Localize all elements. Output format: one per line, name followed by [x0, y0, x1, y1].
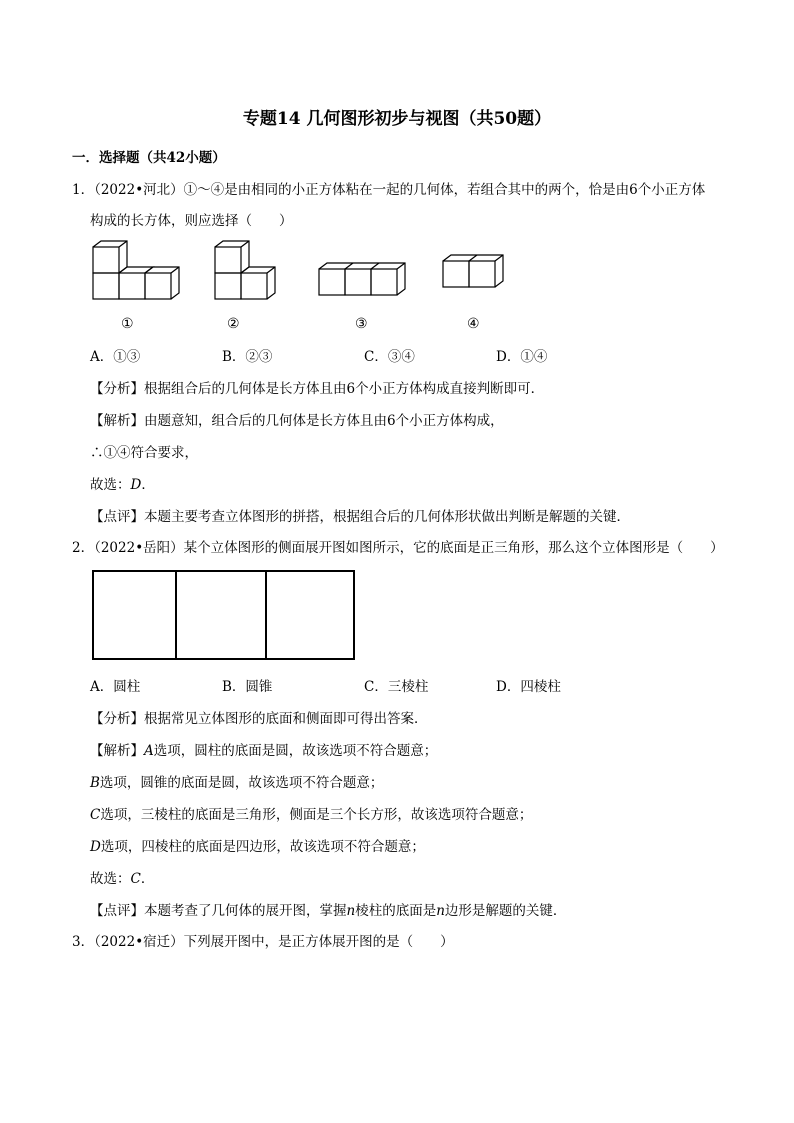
q3-stem: 3．（2022•宿迁）下列展开图中，是正方体展开图的是（ ） [72, 934, 454, 950]
q1-option-b: B．②③ [222, 349, 273, 365]
q2-analysis: 【分析】根据常见立体图形的底面和侧面即可得出答案． [90, 711, 428, 727]
q1-solution-line2: ∴①④符合要求， [90, 445, 198, 461]
q2-option-b: B．圆锥 [222, 679, 273, 695]
q2-option-d: D．四棱柱 [496, 679, 561, 695]
q1-option-d: D．①④ [496, 349, 548, 365]
q1-stem-line1: 1．（2022•河北）①～④是由相同的小正方体粘在一起的几何体，若组合其中的两个，恰是由6个小正方体 [72, 182, 706, 198]
cube-figure-3 [319, 263, 405, 295]
figure-label-2: ② [227, 316, 240, 332]
q2-solution-b: B选项，圆锥的底面是圆，故该选项不符合题意； [90, 775, 384, 791]
q2-stem: 2．（2022•岳阳）某个立体图形的侧面展开图如图所示，它的底面是正三角形，那么这个立体图形是（ ） [72, 540, 724, 556]
q1-comment: 【点评】本题主要考查立体图形的拼搭，根据组合后的几何体形状做出判断是解题的关键． [90, 509, 630, 525]
q2-option-c: C．三棱柱 [364, 679, 429, 695]
figure-label-1: ① [121, 316, 134, 332]
figure-label-3: ③ [355, 316, 368, 332]
cube-figure-4 [443, 255, 503, 287]
page-title: 专题14 几何图形初步与视图（共50题） [242, 109, 552, 129]
q1-option-a: A．①③ [90, 349, 141, 365]
q2-answer: 故选：C． [90, 871, 155, 887]
q2-solution-a: 【解析】A选项，圆柱的底面是圆，故该选项不符合题意； [90, 743, 438, 759]
cube-figure-2 [215, 241, 275, 299]
section-heading: 一．选择题（共42小题） [72, 150, 226, 166]
q1-option-c: C．③④ [364, 349, 415, 365]
q1-answer: 故选：D． [90, 477, 155, 493]
q2-solution-c: C选项，三棱柱的底面是三角形，侧面是三个长方形，故该选项符合题意； [90, 807, 533, 823]
q1-analysis: 【分析】根据组合后的几何体是长方体且由6个小正方体构成直接判断即可． [90, 381, 545, 397]
q2-solution-d: D选项，四棱柱的底面是四边形，故该选项不符合题意； [90, 839, 425, 855]
q2-comment: 【点评】本题考查了几何体的展开图，掌握n棱柱的底面是n边形是解题的关键． [90, 903, 567, 919]
q1-solution: 【解析】由题意知，组合后的几何体是长方体且由6个小正方体构成， [90, 413, 504, 429]
cube-figure-1 [93, 241, 179, 299]
q1-figures [90, 238, 530, 304]
q2-option-a: A．圆柱 [90, 679, 141, 695]
figure-label-4: ④ [467, 316, 480, 332]
q1-stem-line2: 构成的长方体，则应选择（ ） [90, 213, 293, 229]
q2-net-figure [92, 570, 356, 660]
